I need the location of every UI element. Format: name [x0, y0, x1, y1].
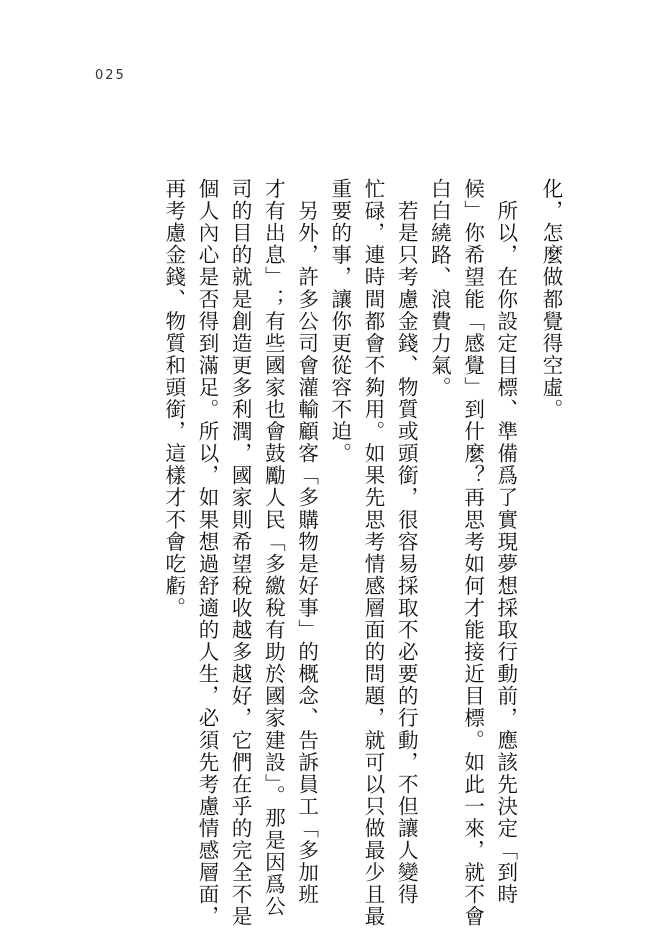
paragraph-gap: [522, 178, 534, 838]
text-line: 重要的事，讓你更從容不迫。: [327, 178, 352, 465]
text-line: 忙碌，連時間都會不夠用。如果先思考情感層面的問題，就可以只做最少且最: [360, 178, 385, 928]
text-line: 司的目的就是創造更多利潤，國家則希望稅收越多越好，它們在乎的完全不是: [228, 178, 253, 928]
text-line: 所以，在你設定目標、準備爲了實現夢想採取行動前，應該先決定「到時: [493, 178, 518, 906]
text-line: 再考慮金錢、物質和頭銜，這樣才不會吃虧。: [161, 178, 186, 619]
text-line: 若是只考慮金錢、物質或頭銜，很容易採取不必要的行動，不但讓人變得: [394, 178, 419, 906]
vertical-text-body: [157, 178, 567, 928]
page-number: 025: [95, 68, 126, 83]
text-line: 候」你希望能「感覺」到什麼？再思考如何才能接近目標。如此一來，就不會: [460, 178, 485, 928]
text-line: 化，怎麼做都覺得空虛。: [539, 178, 563, 421]
text-line: 白白繞路、浪費力氣。: [427, 178, 452, 399]
text-line: 個人內心是否得到滿足。所以，如果想過舒適的人生，必須先考慮情感層面，: [194, 178, 219, 928]
text-line: 才有出息」；有些國家也會鼓勵人民「多繳稅有助於國家建設」。那是因爲公: [261, 178, 286, 918]
text-line: 另外，許多公司會灌輸顧客「多購物是好事」的概念、告訴員工「多加班: [294, 178, 319, 906]
